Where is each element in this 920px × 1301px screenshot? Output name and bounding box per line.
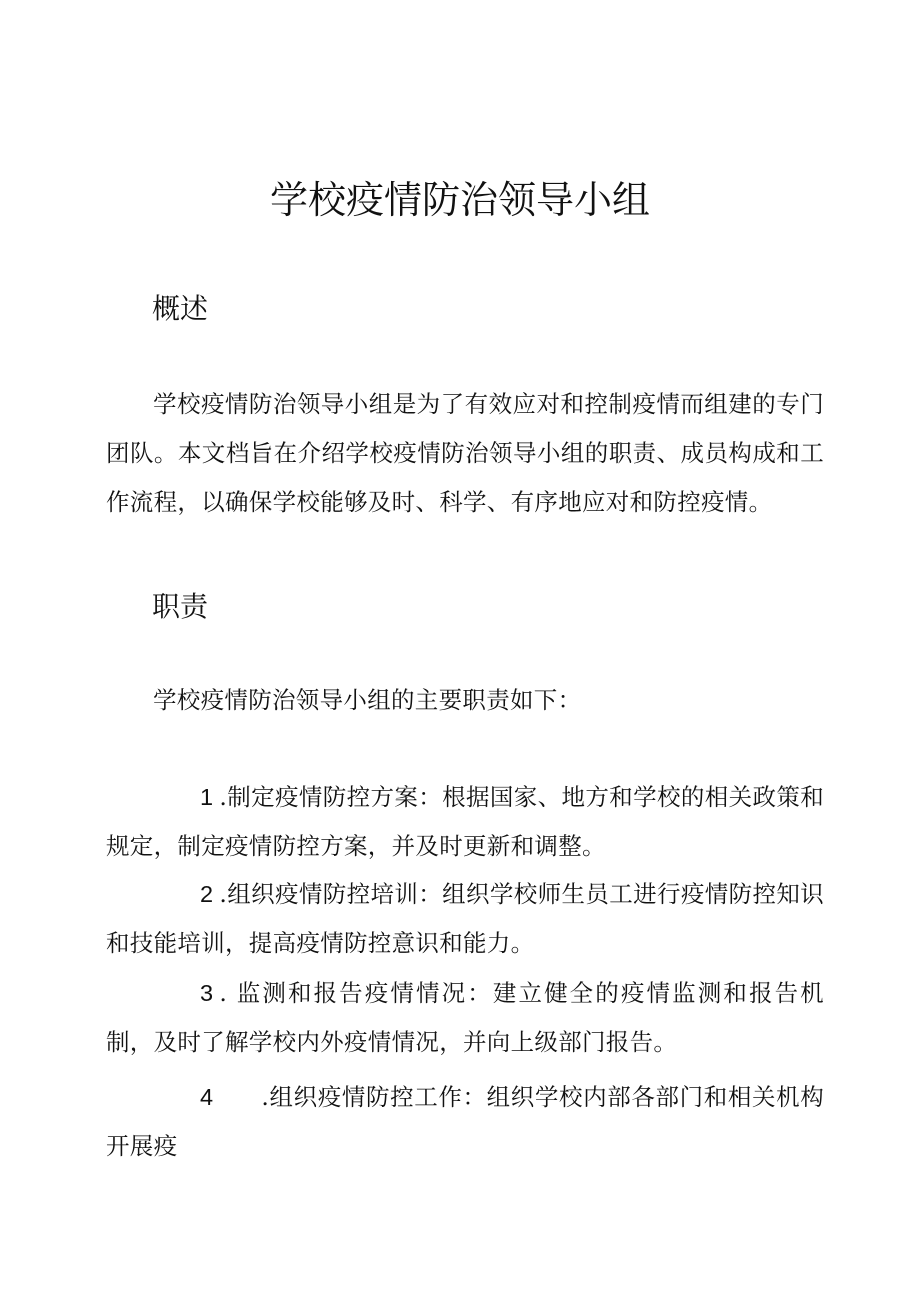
responsibilities-intro: 学校疫情防治领导小组的主要职责如下： [153, 686, 582, 714]
list-item-text: . 监测和报告疫情情况：建立健全的疫情监测和报告机制，及时了解学校内外疫情情况，并向上级部门报告。 [106, 979, 824, 1056]
list-item [106, 870, 824, 968]
list-item-number: 1 [200, 784, 214, 810]
overview-paragraph: 学校疫情防治领导小组是为了有效应对和控制疫情而组建的专门团队。本文档旨在介绍学校疫情防治领导小组的职责、成员构成和工作流程，以确保学校能够及时、科学、有序地应对和防控疫情。 [106, 390, 824, 516]
list-item-text: .组织疫情防控培训：组织学校师生员工进行疫情防控知识和技能培训，提高疫情防控意识和能力。 [106, 880, 824, 957]
list-item-text: .制定疫情防控方案：根据国家、地方和学校的相关政策和规定，制定疫情防控方案，并及时更新和调整。 [106, 783, 824, 860]
list-item-number: 2 [200, 881, 214, 907]
section-heading-overview: 概述 [152, 292, 209, 325]
list-item-number: 3 [200, 980, 214, 1006]
list-item [106, 1073, 824, 1171]
list-item [106, 773, 824, 871]
list-item-text: .组织疫情防控工作：组织学校内部各部门和相关机构开展疫 [106, 1083, 824, 1160]
document-title: 学校疫情防治领导小组 [269, 178, 650, 222]
list-item [106, 969, 824, 1067]
section-heading-responsibilities: 职责 [152, 590, 209, 623]
list-item-number: 4 [200, 1084, 214, 1110]
